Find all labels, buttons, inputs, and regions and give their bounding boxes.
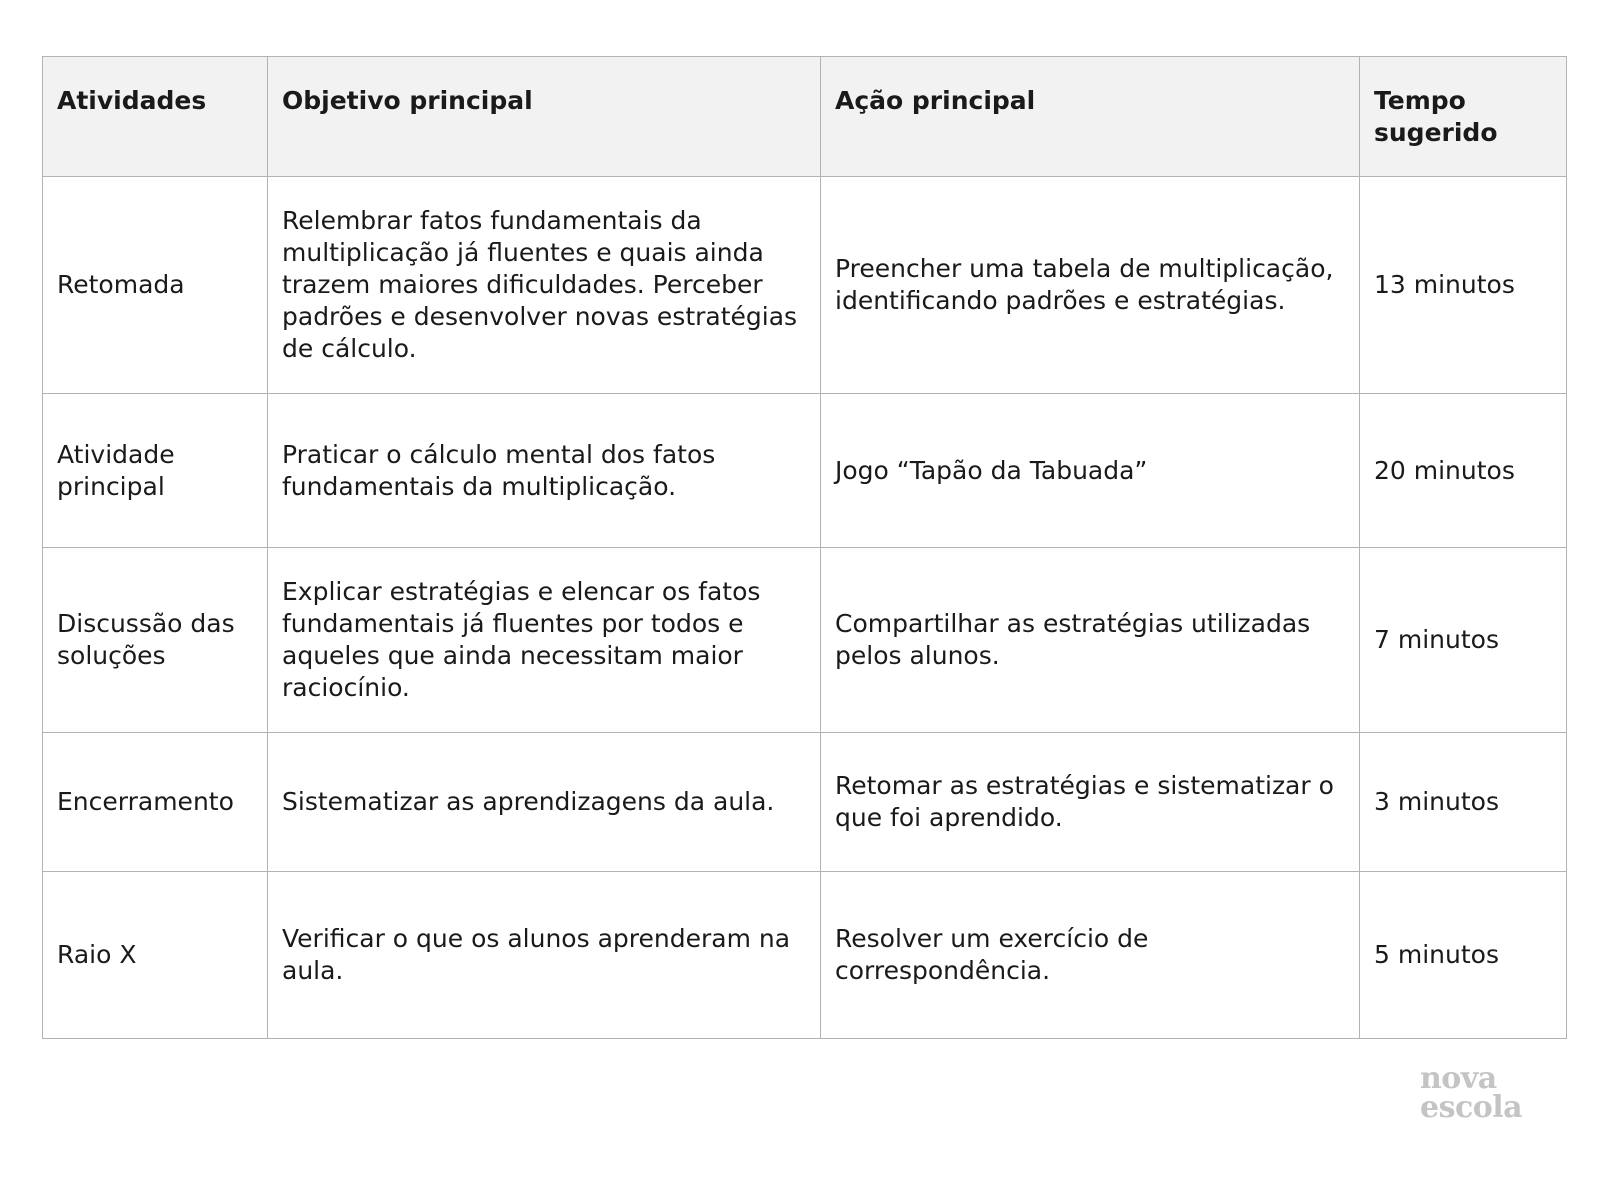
cell-atividade: Encerramento (43, 733, 268, 872)
cell-objetivo: Verificar o que os alunos aprenderam na aula. (268, 872, 821, 1039)
cell-acao: Jogo “Tapão da Tabuada” (821, 394, 1360, 548)
table-row (43, 394, 1567, 548)
lesson-plan-table (42, 56, 1567, 1039)
cell-tempo: 7 minutos (1360, 548, 1567, 733)
cell-atividade: Atividade principal (43, 394, 268, 548)
header-objetivo-principal: Objetivo principal (268, 57, 821, 177)
cell-acao: Preencher uma tabela de multiplicação, identificando padrões e estratégias. (821, 177, 1360, 394)
table-row (43, 872, 1567, 1039)
logo-line-nova: nova (1420, 1061, 1497, 1096)
logo-line-escola: escola (1420, 1090, 1523, 1125)
cell-objetivo: Relembrar fatos fundamentais da multiplicação já fluentes e quais ainda trazem maiores dificuldades. Perceber padrões e desenvolver novas estratégias de cálculo. (268, 177, 821, 394)
header-atividades: Atividades (43, 57, 268, 177)
cell-atividade: Discussão das soluções (43, 548, 268, 733)
cell-acao: Retomar as estratégias e sistematizar o que foi aprendido. (821, 733, 1360, 872)
cell-objetivo: Sistematizar as aprendizagens da aula. (268, 733, 821, 872)
cell-atividade: Retomada (43, 177, 268, 394)
header-tempo-sugerido: Tempo sugerido (1360, 57, 1567, 177)
cell-acao: Resolver um exercício de correspondência. (821, 872, 1360, 1039)
cell-tempo: 20 minutos (1360, 394, 1567, 548)
header-acao-principal: Ação principal (821, 57, 1360, 177)
table-row (43, 177, 1567, 394)
nova-escola-logo (1420, 1061, 1523, 1125)
cell-tempo: 13 minutos (1360, 177, 1567, 394)
table-row (43, 548, 1567, 733)
cell-acao: Compartilhar as estratégias utilizadas pelos alunos. (821, 548, 1360, 733)
table-header-row (43, 57, 1567, 177)
table-row (43, 733, 1567, 872)
cell-objetivo: Praticar o cálculo mental dos fatos fundamentais da multiplicação. (268, 394, 821, 548)
cell-tempo: 3 minutos (1360, 733, 1567, 872)
cell-objetivo: Explicar estratégias e elencar os fatos fundamentais já fluentes por todos e aqueles que ainda necessitam maior raciocínio. (268, 548, 821, 733)
cell-atividade: Raio X (43, 872, 268, 1039)
cell-tempo: 5 minutos (1360, 872, 1567, 1039)
